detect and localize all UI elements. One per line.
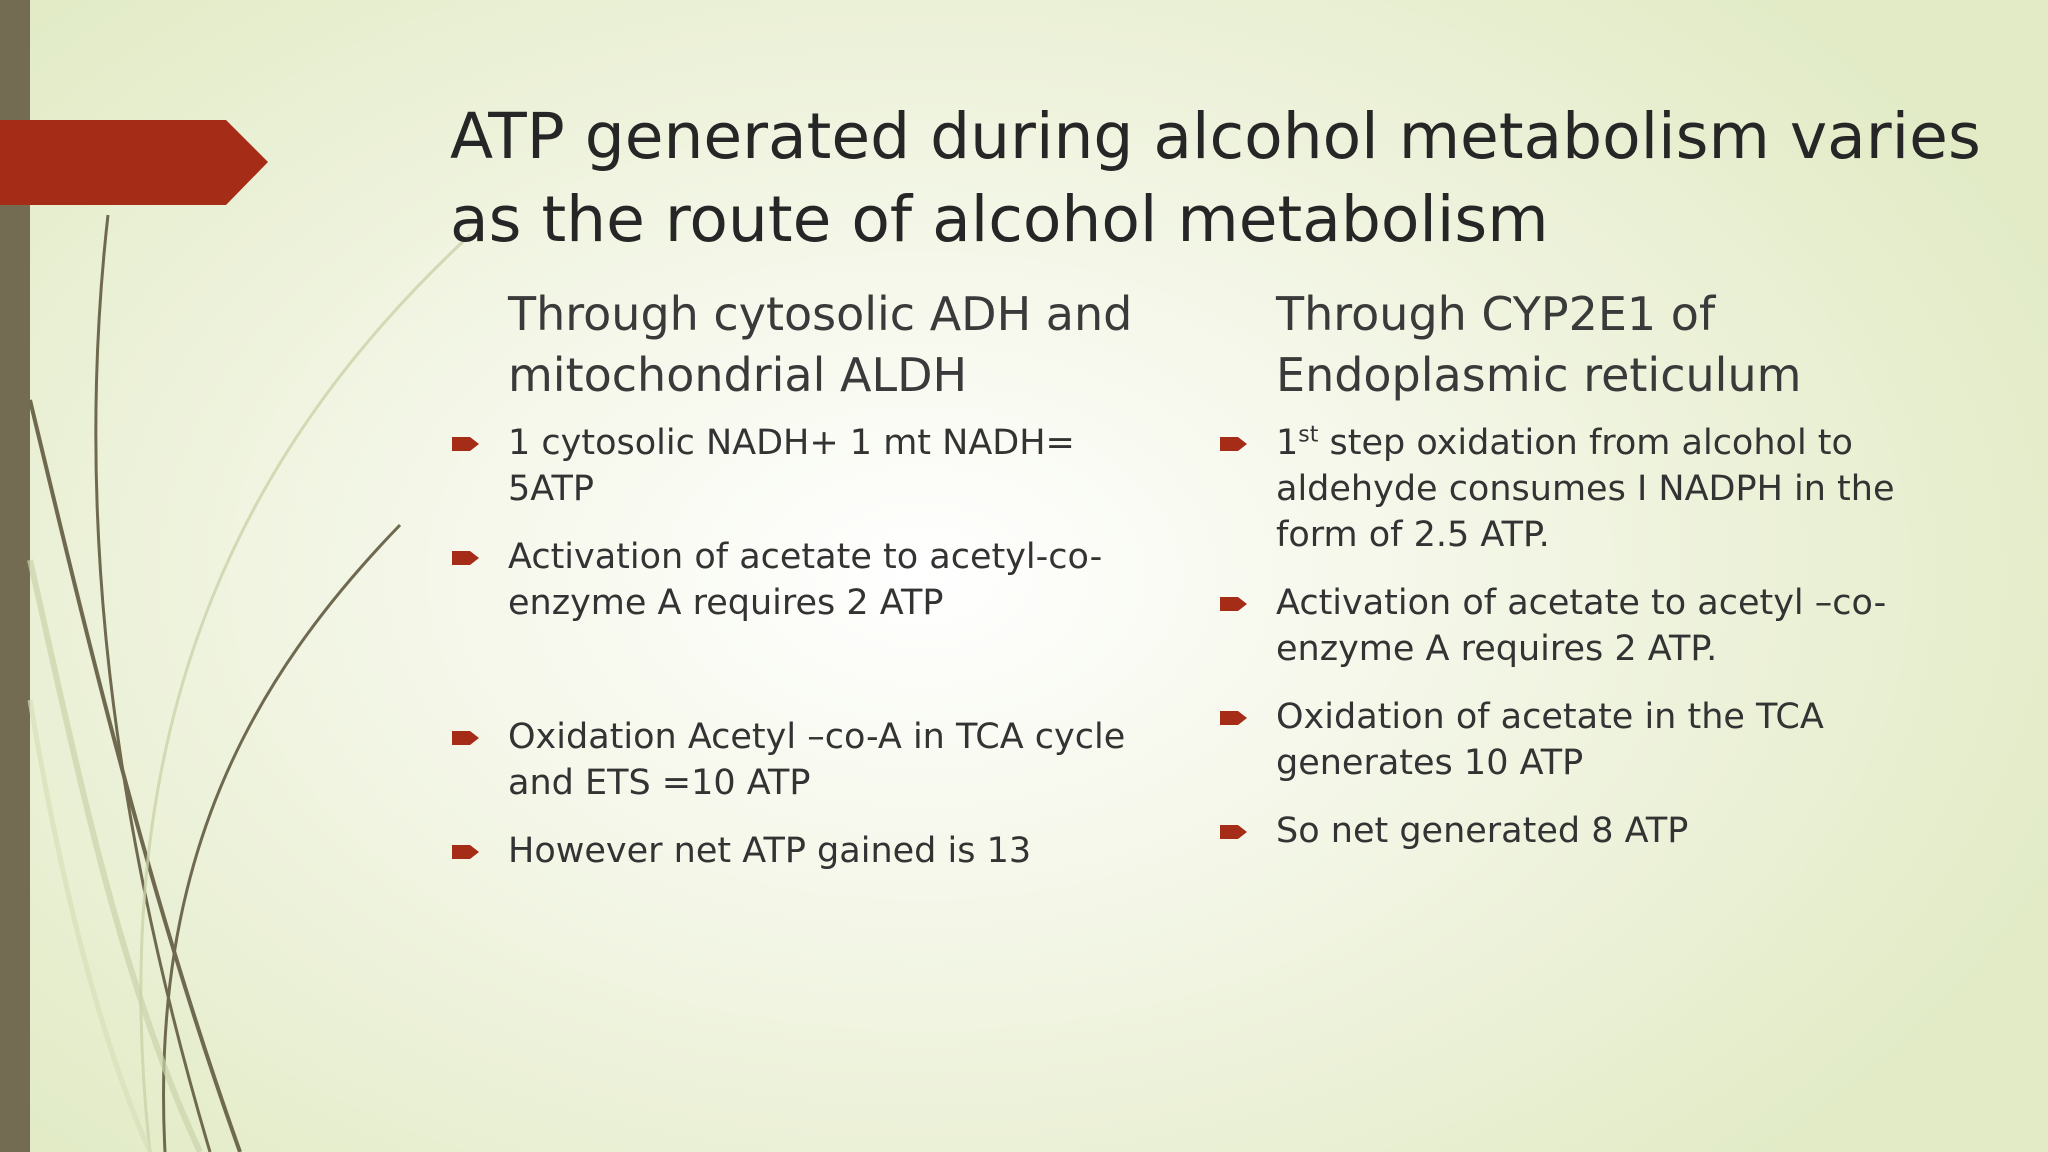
- list-item: [1216, 580, 1916, 672]
- bullet-text: Activation of acetate to acetyl-co-enzyme A requires 2 ATP: [508, 537, 1103, 623]
- step-description: step oxidation from alcohol to aldehyde consumes I NADPH in the form of 2.5 ATP.: [1276, 423, 1895, 555]
- bullet-text: Oxidation Acetyl –co-A in TCA cycle and ETS =10 ATP: [508, 717, 1126, 803]
- list-item: [1216, 420, 1916, 558]
- list-item: [448, 420, 1168, 512]
- list-item: [448, 828, 1168, 874]
- bullet-text: So net generated 8 ATP: [1276, 811, 1689, 851]
- step-ordinal-suffix: st: [1298, 422, 1319, 448]
- arrow-bullet-icon: [1220, 709, 1248, 727]
- arrow-bullet-icon: [1220, 595, 1248, 613]
- arrow-bullet-icon: [452, 549, 480, 567]
- right-column: [1216, 284, 1916, 876]
- arrow-bullet-icon: [452, 843, 480, 861]
- bullet-text: [1276, 423, 1894, 555]
- arrow-bullet-icon: [1220, 435, 1248, 453]
- list-item: [448, 714, 1168, 806]
- list-item: [448, 534, 1168, 626]
- left-column: [448, 284, 1168, 896]
- right-column-heading: Through CYP2E1 of Endoplasmic reticulum: [1276, 287, 1802, 402]
- left-column-heading: Through cytosolic ADH and mitochondrial ALDH: [508, 287, 1133, 402]
- left-bullet-list: [448, 420, 1168, 874]
- step-number: 1: [1276, 423, 1299, 463]
- arrow-bullet-icon: [452, 729, 480, 747]
- bullet-text: 1 cytosolic NADH+ 1 mt NADH= 5ATP: [508, 423, 1075, 509]
- title-accent-arrow: [0, 120, 270, 205]
- list-item: [1216, 694, 1916, 786]
- arrow-bullet-icon: [1220, 823, 1248, 841]
- bullet-text: Oxidation of acetate in the TCA generates 10 ATP: [1276, 697, 1824, 783]
- bullet-text: Activation of acetate to acetyl –co-enzyme A requires 2 ATP.: [1276, 583, 1887, 669]
- bullet-text: However net ATP gained is 13: [508, 831, 1032, 871]
- list-item: [1216, 808, 1916, 854]
- slide-title: ATP generated during alcohol metabolism varies as the route of alcohol metabolism: [450, 100, 1981, 256]
- right-bullet-list: [1216, 420, 1916, 854]
- arrow-bullet-icon: [452, 435, 480, 453]
